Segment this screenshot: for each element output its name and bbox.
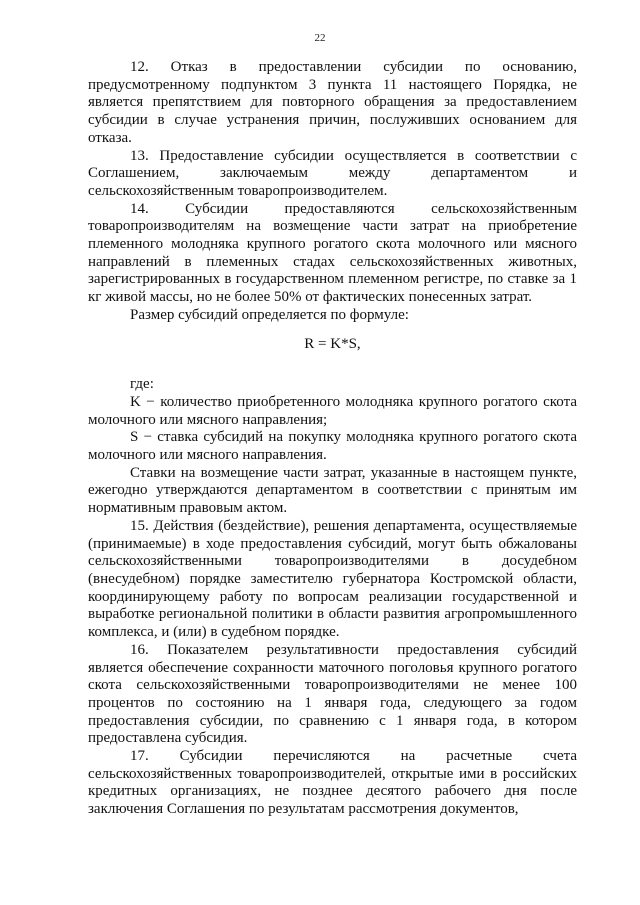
paragraph-17: 17. Субсидии перечисляются на расчетные счета сельскохозяйственных товаропроизводителей, открытые ими в российских кредитных организациях, не позднее десятого рабочего дня после заключения Соглашения по результатам рассмотрения документов,: [88, 748, 577, 818]
formula-var-s: S − ставка субсидий на покупку молодняка крупного рогатого скота молочного или мясного направления.: [88, 429, 577, 464]
paragraph-13: 13. Предоставление субсидии осуществляется в соответствии с Соглашением, заключаемым между департаментом и сельскохозяйственным товаропроизводителем.: [88, 147, 577, 199]
paragraph-16: 16. Показателем результативности предоставления субсидий является обеспечение сохранности маточного поголовья крупного рогатого скота сельскохозяйственными товаропроизводителями не менее 100 процентов по состоянию на 1 января года, следующего за годом предоставления субсидии, по сравнению с 1 января года, в котором предоставлена субсидия.: [88, 641, 577, 747]
formula-intro: Размер субсидий определяется по формуле:: [130, 306, 409, 323]
paragraph-12: 12. Отказ в предоставлении субсидии по основанию, предусмотренному подпунктом 3 пункта 11 настоящего Порядка, не является препятствием для повторного обращения за предоставлением субсидии в случае устранения причин, послуживших основанием для отказа.: [88, 59, 577, 146]
formula-var-k: K − количество приобретенного молодняка крупного рогатого скота молочного или мясного направления;: [88, 393, 577, 428]
formula-where: где:: [130, 376, 154, 393]
formula: R = K*S,: [304, 335, 361, 352]
rates-paragraph: Ставки на возмещение части затрат, указанные в настоящем пункте, ежегодно утверждаются департаментом в соответствии с принятым им нормативным правовым актом.: [88, 464, 577, 517]
paragraph-15: 15. Действия (бездействие), решения департамента, осуществляемые (принимаемые) в ходе предоставления субсидий, могут быть обжалованы сельскохозяйственными товаропроизводителями в досудебном (внесудебном) порядке заместителю губернатора Костромской области, координирующему работу по вопросам реализации государственной и выработке региональной политики в области развития агропромышленного комплекса, и (или) в судебном порядке.: [88, 517, 577, 641]
paragraph-14: 14. Субсидии предоставляются сельскохозяйственным товаропроизводителям на возмещение части затрат на приобретение племенного молодняка крупного рогатого скота молочного или мясного направлений в племенных стадах сельскохозяйственных животных, зарегистрированных в государственном племенном регистре, по ставке за 1 кг живой массы, но не более 50% от фактических понесенных затрат.: [88, 200, 577, 306]
document-body: [88, 59, 577, 819]
page-number: 22: [314, 32, 326, 44]
